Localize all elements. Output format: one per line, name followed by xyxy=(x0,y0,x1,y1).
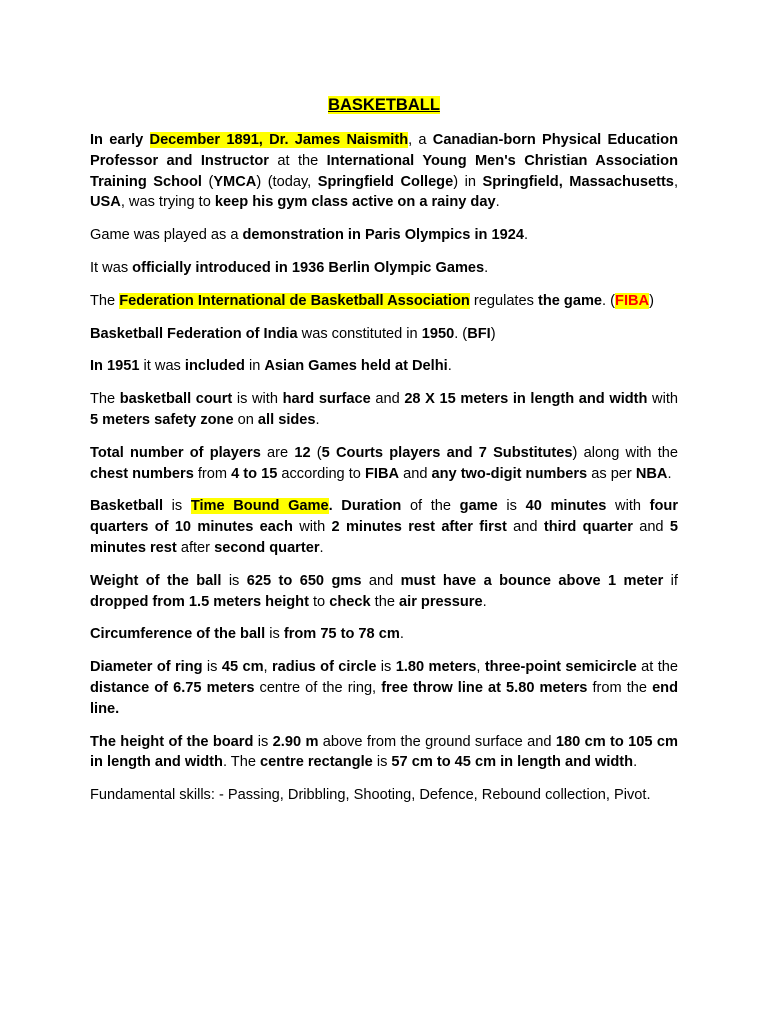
paragraph-7 xyxy=(90,389,678,431)
text-run: In early xyxy=(90,132,150,148)
text-run: Basketball xyxy=(90,498,164,515)
text-run: and xyxy=(506,519,544,536)
text-run: after xyxy=(176,539,215,556)
text-run: . xyxy=(482,593,487,610)
text-run: 625 to 650 gms xyxy=(246,572,362,589)
text-run: ) (today, xyxy=(256,173,318,190)
text-run: , a xyxy=(408,132,433,148)
text-run: 5 meters safety zone xyxy=(90,411,234,428)
text-run: 5 Courts players and 7 Substitutes xyxy=(321,444,573,461)
text-run: . ( xyxy=(602,292,616,309)
text-run: FIBA xyxy=(364,465,400,482)
text-run: The xyxy=(90,292,120,309)
text-run: ) xyxy=(490,325,496,342)
text-run: The height of the board xyxy=(90,733,254,750)
paragraph-8 xyxy=(90,443,678,485)
text-run: Fundamental skills: - Passing, Dribbling, Shooting, Defence, Rebound collection, Pivot. xyxy=(90,787,651,804)
text-run: from 75 to 78 cm xyxy=(283,626,400,643)
text-run: is xyxy=(265,626,284,643)
text-run: 1950 xyxy=(421,325,455,342)
paragraph-10 xyxy=(90,571,678,613)
text-run: it was xyxy=(139,358,185,375)
text-run: is xyxy=(372,754,392,771)
text-run: Basketball Federation of India xyxy=(90,325,298,342)
text-run: regulates xyxy=(469,292,538,309)
paragraph-14 xyxy=(90,785,678,806)
text-run: as per xyxy=(587,465,636,482)
text-run: 180 cm to 105 cm in length and width xyxy=(90,733,678,771)
text-run: and xyxy=(361,572,401,589)
text-run: BFI xyxy=(467,325,491,342)
text-run: to xyxy=(308,593,330,610)
text-run: is xyxy=(497,498,526,515)
document-title xyxy=(90,95,678,115)
text-run: free throw line at 5.80 meters xyxy=(381,679,588,696)
text-run: 28 X 15 meters in length and width xyxy=(404,391,648,408)
text-run: and xyxy=(399,465,432,482)
text-run: check xyxy=(329,593,371,610)
text-run: is xyxy=(376,659,396,676)
text-run: , xyxy=(263,659,272,676)
text-run: International Young Men's Christian Association Training School xyxy=(90,152,679,190)
text-run: is xyxy=(202,659,222,676)
text-run: YMCA xyxy=(213,173,257,190)
text-run: ) along with the xyxy=(572,444,678,461)
text-run: 12 xyxy=(294,444,311,461)
text-run: hard surface xyxy=(282,391,371,408)
title-text: BASKETBALL xyxy=(328,96,440,114)
text-run: from the xyxy=(587,679,653,696)
text-run: is xyxy=(221,572,247,589)
text-run: Time Bound Game xyxy=(190,498,329,515)
paragraph-6 xyxy=(90,356,678,377)
text-run: The xyxy=(90,391,120,408)
text-run: is with xyxy=(232,391,283,408)
text-run: It was xyxy=(90,259,133,276)
text-run: , xyxy=(673,173,678,190)
text-run: Game was played as a xyxy=(90,227,243,244)
text-run: . xyxy=(315,411,320,428)
text-run: with xyxy=(606,498,650,515)
paragraph-12 xyxy=(90,657,678,719)
text-run: four quarters of 10 minutes each xyxy=(90,498,678,536)
text-run: . ( xyxy=(454,325,468,342)
text-run: end line. xyxy=(90,679,679,717)
text-run: the xyxy=(370,593,400,610)
text-run: 40 minutes xyxy=(525,498,607,515)
document-body xyxy=(90,130,678,806)
text-run: are xyxy=(260,444,295,461)
text-run: . xyxy=(447,358,452,375)
text-run: FIBA xyxy=(615,292,650,309)
text-run: distance of 6.75 meters xyxy=(90,679,255,696)
text-run: centre of the ring, xyxy=(254,679,382,696)
text-run: 45 cm xyxy=(221,659,264,676)
text-run: with xyxy=(647,391,679,408)
text-run: at the xyxy=(636,659,678,676)
text-run: three-point semicircle xyxy=(484,659,637,676)
text-run: at the xyxy=(268,152,327,169)
text-run: , xyxy=(476,659,485,676)
text-run: was constituted in xyxy=(297,325,422,342)
text-run: second quarter xyxy=(214,539,320,556)
text-run: . xyxy=(633,754,638,771)
text-run: . Duration xyxy=(328,498,402,515)
text-run: is xyxy=(253,733,273,750)
text-run: NBA xyxy=(635,465,668,482)
text-run: 4 to 15 xyxy=(231,465,278,482)
text-run: . xyxy=(399,626,404,643)
text-run: 1.80 meters xyxy=(395,659,477,676)
text-run: on xyxy=(233,411,258,428)
text-run: if xyxy=(663,572,678,589)
text-run: . xyxy=(667,465,672,482)
text-run: all sides xyxy=(257,411,316,428)
text-run: game xyxy=(459,498,498,515)
text-run: Federation International de Basketball Association xyxy=(119,292,470,309)
text-run: . The xyxy=(222,754,261,771)
text-run: December 1891, Dr. James Naismith xyxy=(149,132,409,148)
text-run: of the xyxy=(401,498,460,515)
paragraph-1 xyxy=(90,130,678,213)
text-run: according to xyxy=(277,465,365,482)
text-run: Asian Games held at Delhi xyxy=(264,358,448,375)
text-run: 2.90 m xyxy=(272,733,319,750)
text-run: included xyxy=(184,358,245,375)
text-run: and xyxy=(370,391,405,408)
text-run: . xyxy=(484,259,489,276)
paragraph-11 xyxy=(90,624,678,645)
paragraph-2 xyxy=(90,225,678,246)
text-run: ) in xyxy=(453,173,483,190)
text-run: demonstration in Paris Olympics in 1924 xyxy=(242,227,524,244)
text-run: Circumference of the ball xyxy=(90,626,266,643)
text-run: basketball court xyxy=(119,391,233,408)
text-run: keep his gym class active on a rainy day xyxy=(214,194,496,211)
text-run: 2 minutes rest after first xyxy=(331,519,507,536)
text-run: with xyxy=(292,519,332,536)
text-run: air pressure xyxy=(399,593,483,610)
text-run: any two-digit numbers xyxy=(431,465,588,482)
paragraph-5 xyxy=(90,324,678,345)
text-run: centre rectangle xyxy=(260,754,373,771)
text-run: In 1951 xyxy=(90,358,140,375)
text-run: Springfield, Massachusetts xyxy=(482,173,674,190)
text-run: . xyxy=(523,227,529,244)
text-run: . xyxy=(319,539,324,556)
text-run: is xyxy=(163,498,191,515)
paragraph-13 xyxy=(90,732,678,774)
text-run: Weight of the ball xyxy=(90,572,222,589)
text-run: 5 minutes rest xyxy=(90,519,678,556)
text-run: ( xyxy=(310,444,322,461)
text-run: Canadian-born Physical Education Professor and Instructor xyxy=(90,132,678,169)
text-run: . xyxy=(495,194,500,211)
paragraph-4 xyxy=(90,291,678,312)
text-run: radius of circle xyxy=(271,659,377,676)
text-run: third quarter xyxy=(543,519,633,536)
text-run: and xyxy=(632,519,670,536)
text-run: chest numbers xyxy=(90,465,194,482)
text-run: the game xyxy=(537,292,603,309)
text-run: in xyxy=(244,358,265,375)
paragraph-3 xyxy=(90,258,678,279)
text-run: , was trying to xyxy=(120,194,215,211)
text-run: ) xyxy=(649,292,654,309)
text-run: ( xyxy=(201,173,214,190)
text-run: above from the ground surface and xyxy=(318,733,556,750)
text-run: Diameter of ring xyxy=(90,659,203,676)
text-run: Total number of players xyxy=(90,444,261,461)
text-run: from xyxy=(193,465,232,482)
text-run: Springfield College xyxy=(317,173,454,190)
text-run: USA xyxy=(90,194,121,211)
text-run: 57 cm to 45 cm in length and width xyxy=(391,754,634,771)
paragraph-9 xyxy=(90,496,678,558)
text-run: must have a bounce above 1 meter xyxy=(400,572,664,589)
text-run: dropped from 1.5 meters height xyxy=(90,593,309,610)
text-run: officially introduced in 1936 Berlin Olympic Games xyxy=(132,259,485,276)
